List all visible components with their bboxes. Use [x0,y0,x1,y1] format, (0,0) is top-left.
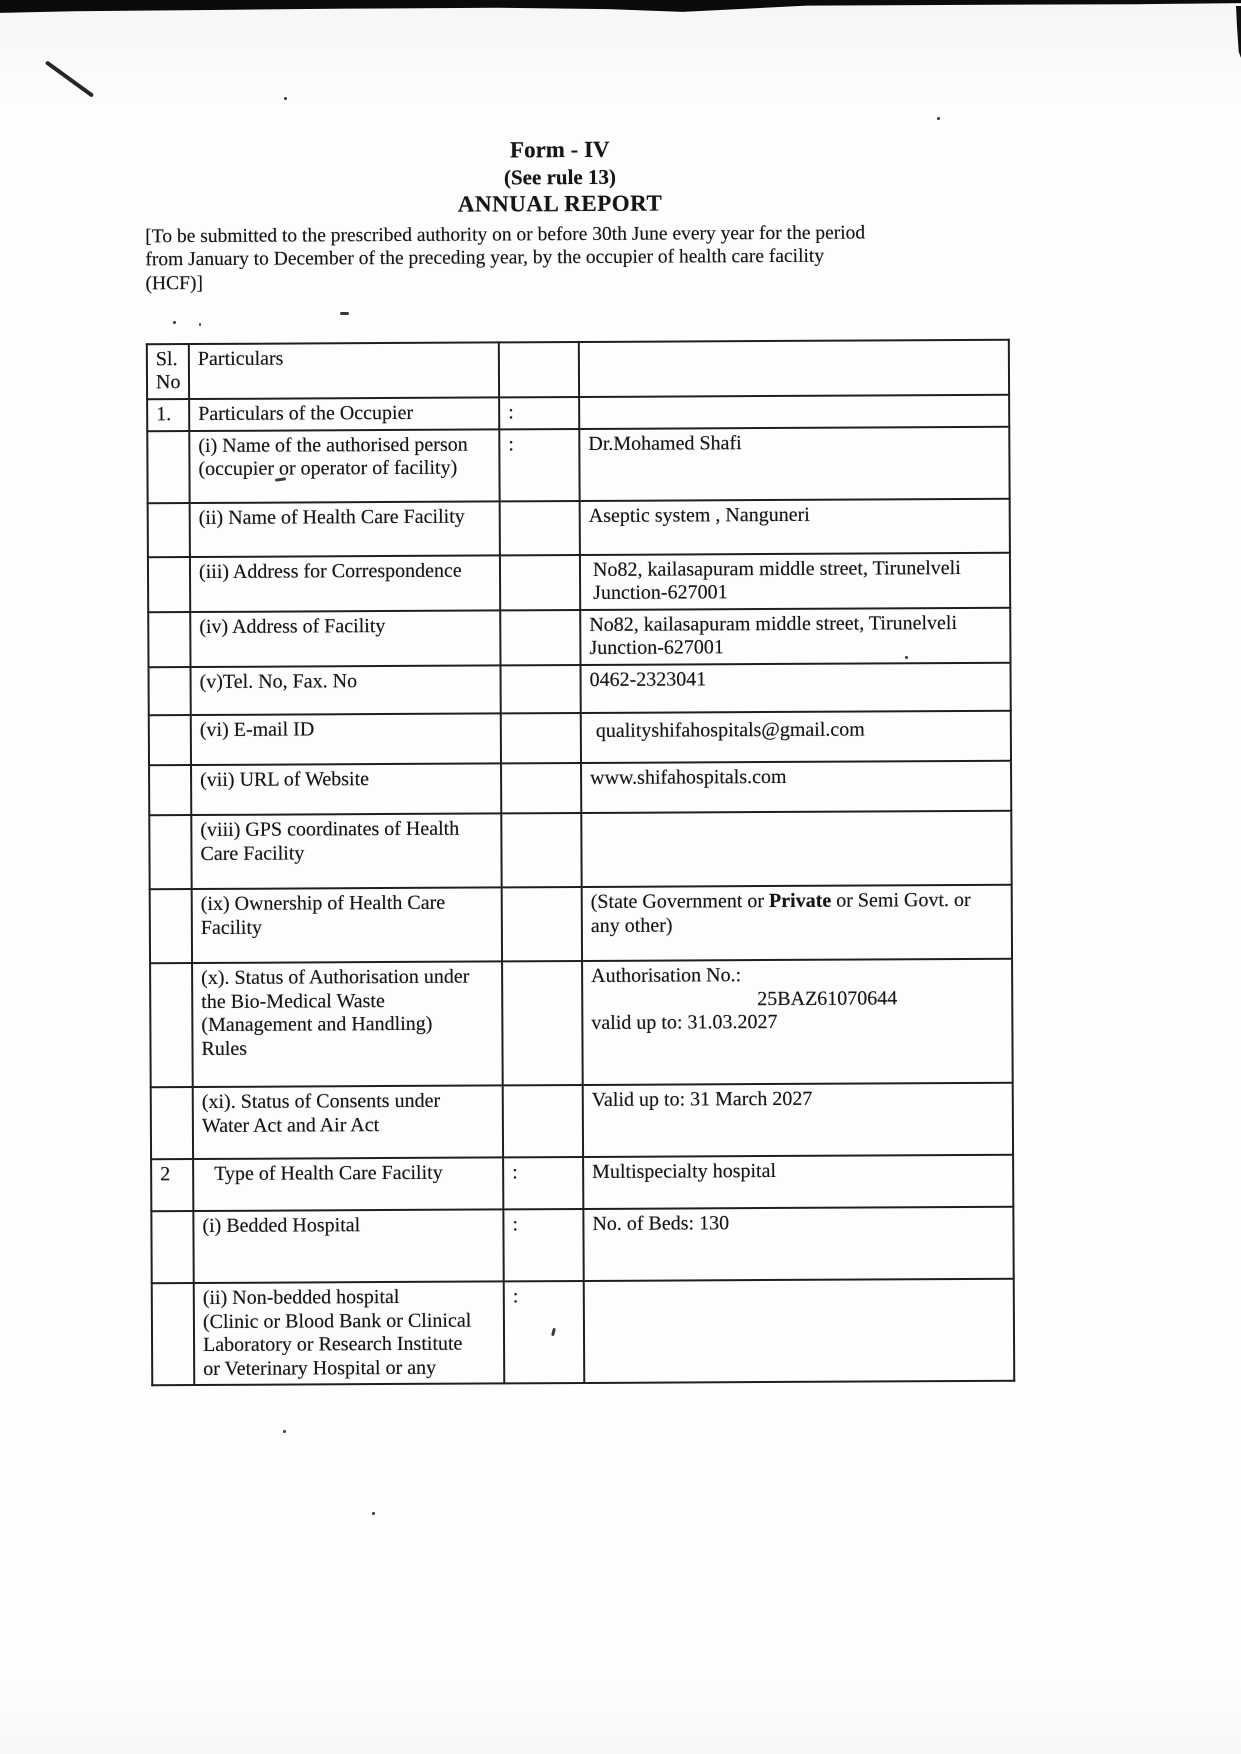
rule-subtitle: (See rule 13) [503,164,616,190]
table-row: (iii) Address for Correspondence No82, kailasapuram middle street, Tirunelveli Junction-627001 [148,552,1010,612]
report-title: ANNUAL REPORT [457,190,663,217]
table-row: (vii) URL of Website www.shifahospitals.com [149,761,1011,816]
ownership-value: (State Government or Private or Semi Govt. or any other) [582,885,1012,961]
table-row: (x). Status of Authorisation under the Bio-Medical Waste (Management and Handling) Rules Authorisation No.: 25BAZ61070644 valid up to: 31.03.2027 [150,959,1013,1088]
scan-speck [283,1430,286,1433]
table-row: (xi). Status of Consents under Water Act and Air Act Valid up to: 31 March 2027 [151,1083,1013,1160]
table-row: 2 Type of Health Care Facility : Multispecialty hospital [151,1155,1013,1212]
scan-speck [372,1512,375,1515]
table-row: (vi) E-mail ID qualityshifahospitals@gmail.com [149,711,1011,766]
table-row: (viii) GPS coordinates of Health Care Facility [149,811,1011,890]
header-sl-no: Sl. No [147,344,189,399]
table-row: (i) Name of the authorised person (occupier or operator of facility) : Dr.Mohamed Shafi [147,426,1009,503]
document-header [145,134,975,220]
table-row: (ix) Ownership of Health Care Facility (State Government or Private or Semi Govt. or any other) [150,885,1012,964]
scan-edge-sliver [1236,6,1241,58]
authorisation-value: Authorisation No.: 25BAZ61070644 valid up to: 31.03.2027 [582,959,1013,1085]
table-row: (ii) Name of Health Care Facility Aseptic system , Nanguneri [148,498,1010,557]
form-title: Form - IV [509,136,610,163]
table-row: (ii) Non-bedded hospital (Clinic or Blood Bank or Clinical Laboratory or Research Institute or Veterinary Hospital or any : [152,1279,1015,1386]
table-row: 1. Particulars of the Occupier : [147,395,1009,431]
table-row: (v)Tel. No, Fax. No 0462-2323041 [149,663,1011,716]
scan-speck [937,117,940,120]
table-row: (i) Bedded Hospital : No. of Beds: 130 [151,1207,1013,1284]
header-particulars: Particulars [189,342,499,399]
document-content [145,134,1018,1387]
table-header-row [147,340,1009,400]
scan-speck [284,97,287,100]
table-row: (iv) Address of Facility No82, kailasapuram middle street, Tirunelveli Junction-627001 [148,608,1010,668]
annual-report-table [146,339,1015,1387]
pen-stroke-mark [45,60,94,97]
intro-paragraph: [To be submitted to the prescribed authority on or before 30th June every year for the period from January to December of the preceding year, by the occupier of health care facility (HCF)] [145,222,866,295]
scan-edge-bar [0,0,1241,14]
